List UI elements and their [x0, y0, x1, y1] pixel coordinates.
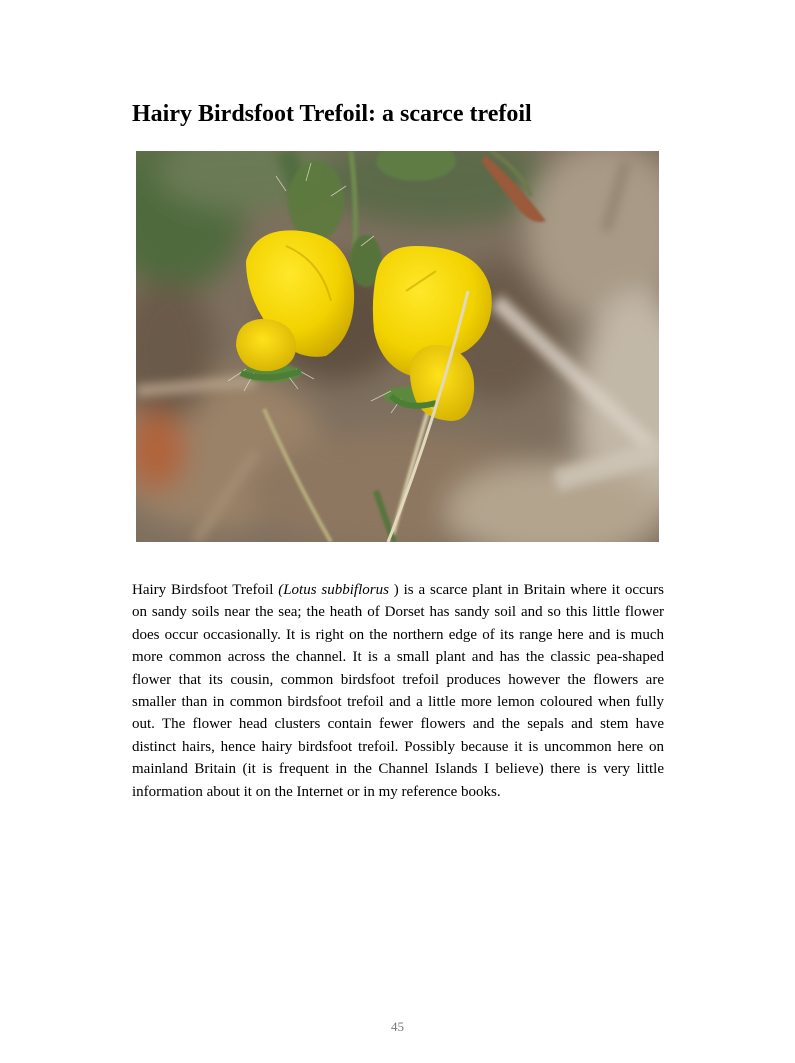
description-body: ) is a scarce plant in Britain where it occurs on sandy soils near the sea; the heath of Dorset has sandy soil and so this little flower does occur occasionally. It is right on the northern edge of its range here and is much more common across the channel. It is a small plant and has the classic pea-shaped flower that its cousin, common birdsfoot trefoil produces however the flowers are smaller than in common birdsfoot trefoil and a little more lemon coloured when fully out. The flower head clusters contain fewer flowers and the sepals and stem have distinct hairs, hence hairy birdsfoot trefoil. Possibly because it is uncommon here on mainland Britain (it is frequent in the Channel Islands I believe) there is very little information about it on the Internet or in my reference books.: [132, 582, 664, 800]
scientific-name: (Lotus subbiflorus: [278, 582, 394, 598]
description-lead: Hairy Birdsfoot Trefoil: [132, 582, 279, 598]
page-number: 45: [391, 1019, 404, 1034]
description-paragraph: [132, 579, 664, 803]
page-title: Hairy Birdsfoot Trefoil: a scarce trefoil: [132, 101, 532, 127]
flower-photo: [136, 151, 659, 542]
